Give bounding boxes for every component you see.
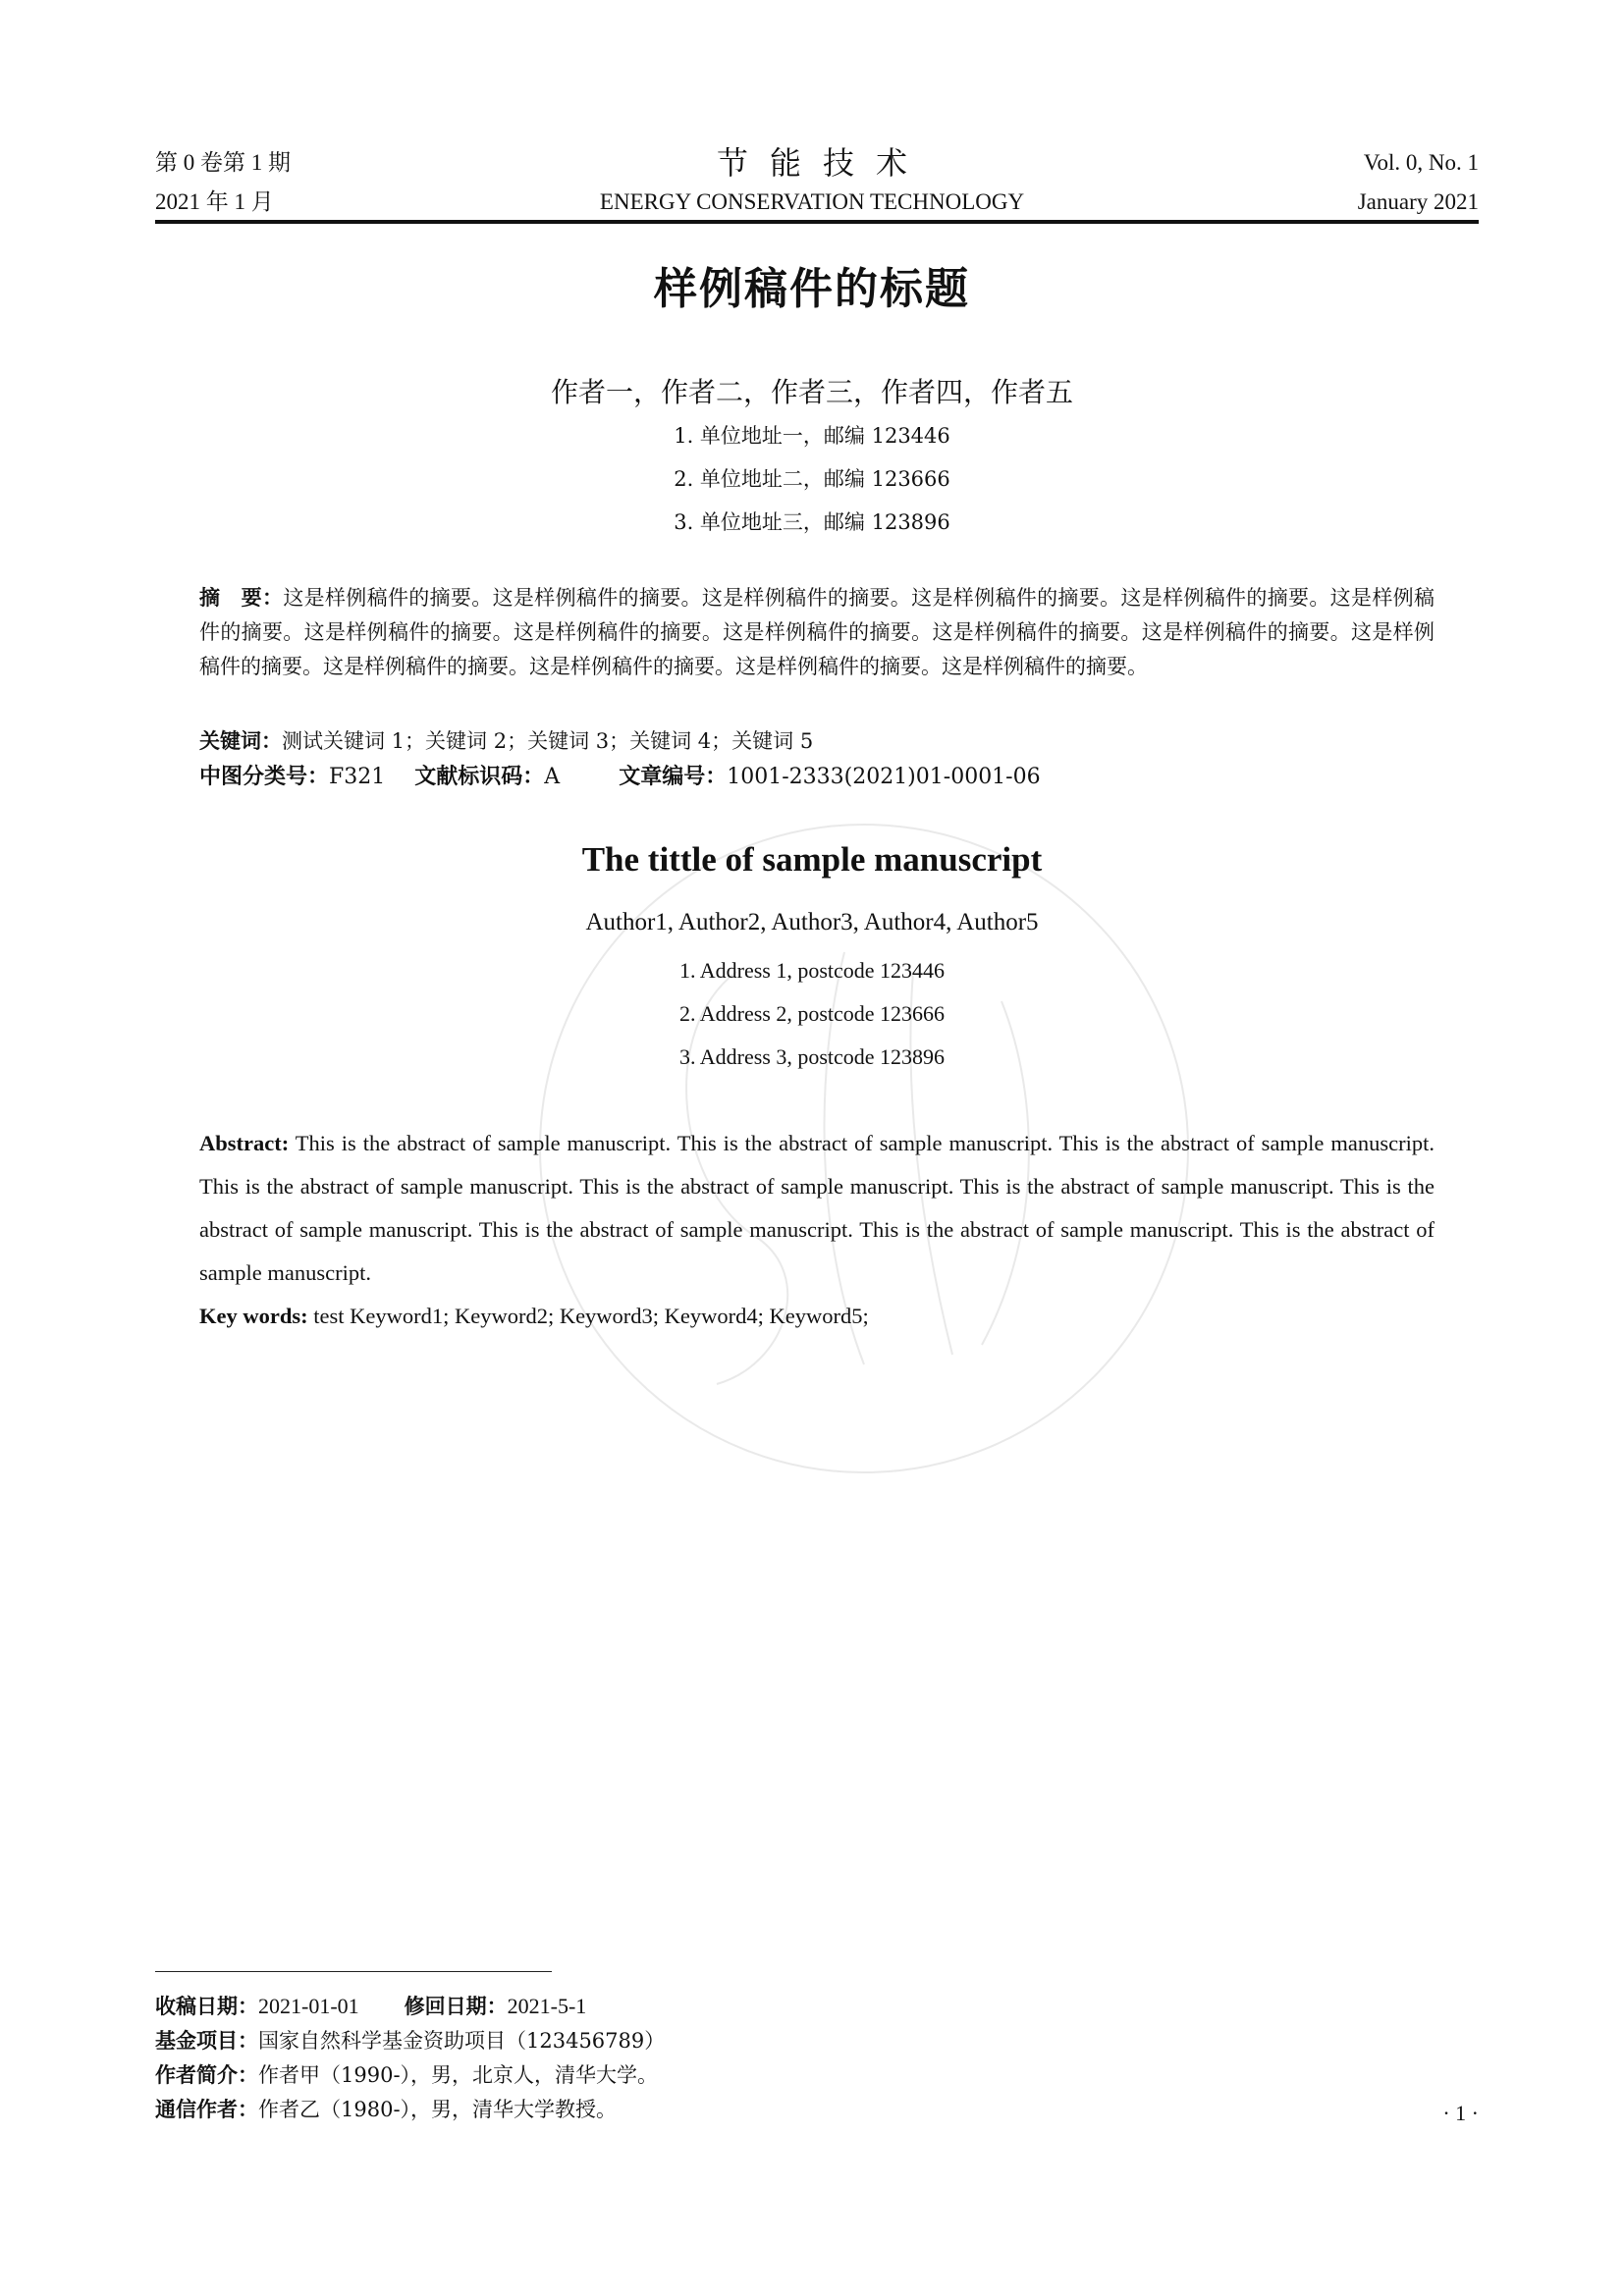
header-date-en: January 2021	[1357, 189, 1479, 214]
doc-code-label: 文献标识码：	[414, 765, 545, 789]
clc-label: 中图分类号：	[199, 765, 330, 789]
header-date-cn: 2021 年 1 月	[155, 189, 274, 214]
author-bio-text: 作者甲（1990-），男，北京人，清华大学。	[258, 2063, 659, 2087]
footnotes	[155, 1989, 665, 2127]
corresponding-label: 通信作者：	[155, 2098, 258, 2121]
keywords-cn	[199, 724, 813, 759]
keywords-cn-text: 测试关键词 1；关键词 2；关键词 3；关键词 4；关键词 5	[282, 729, 814, 753]
header-volume-number-en: Vol. 0, No. 1	[1363, 150, 1479, 175]
footnote-corresponding	[155, 2093, 665, 2127]
classification-line	[199, 760, 1041, 794]
header-volume-cn: 第 0 卷第 1 期	[155, 150, 291, 175]
affiliation-cn-2: 2. 单位地址二，邮编 123666	[674, 467, 950, 491]
abstract-en-label: Abstract:	[199, 1131, 290, 1155]
abstract-en-text: This is the abstract of sample manuscript. This is the abstract of sample manuscript. This is the abstract of sample manuscript. This is the abstract of sample manuscript. This is the abstract of sample manuscript. This is the abstract of sample manuscript. This is the abstract of sample manuscript. This is the abstract of sample manuscript. This is the abstract of sample manuscript. This is the abstract of sample manuscript.	[199, 1131, 1435, 1285]
keywords-en-text: test Keyword1; Keyword2; Keyword3; Keyword4; Keyword5;	[307, 1304, 869, 1328]
footnote-rule	[155, 1971, 552, 1972]
header-rule	[155, 220, 1479, 224]
footnote-dates	[155, 1989, 665, 2024]
abstract-cn	[199, 581, 1435, 684]
affiliations-en	[0, 949, 1624, 1079]
affiliation-en-2: 2. Address 2, postcode 123666	[678, 1001, 946, 1026]
header-volume-en	[1358, 143, 1479, 222]
affiliation-cn-3: 3. 单位地址三，邮编 123896	[674, 510, 950, 534]
corresponding-text: 作者乙（1980-），男，清华大学教授。	[258, 2098, 618, 2121]
fund-label: 基金项目：	[155, 2029, 258, 2053]
abstract-cn-label: 摘 要：	[199, 586, 284, 610]
footnote-fund	[155, 2024, 665, 2058]
journal-name-en: ENERGY CONSERVATION TECHNOLOGY	[599, 189, 1025, 214]
keywords-en-label: Key words:	[199, 1304, 308, 1328]
article-no-label: 文章编号：	[619, 765, 728, 789]
paper-title-cn: 样例稿件的标题	[654, 264, 970, 314]
affiliation-cn-1: 1. 单位地址一，邮编 123446	[674, 424, 950, 448]
received-label: 收稿日期：	[155, 1995, 258, 2018]
author-bio-label: 作者简介：	[155, 2063, 258, 2087]
affiliation-en-1: 1. Address 1, postcode 123446	[678, 958, 946, 983]
affiliations-cn	[0, 414, 1624, 544]
paper-title-en: The tittle of sample manuscript	[581, 840, 1043, 879]
keywords-cn-label: 关键词：	[199, 729, 282, 753]
abstract-cn-text: 这是样例稿件的摘要。这是样例稿件的摘要。这是样例稿件的摘要。这是样例稿件的摘要。这是样例稿件的摘要。这是样例稿件的摘要。这是样例稿件的摘要。这是样例稿件的摘要。这是样例稿件的摘要。这是样例稿件的摘要。这是样例稿件的摘要。这是样例稿件的摘要。这是样例稿件的摘要。这是样例稿件的摘要。这是样例稿件的摘要。这是样例稿件的摘要。	[199, 586, 1435, 678]
journal-name-cn: 节能技术	[716, 144, 929, 182]
page-number: · 1 ·	[1442, 2101, 1479, 2125]
article-no-value: 1001-2333(2021)01-0001-06	[727, 765, 1041, 789]
abstract-en	[199, 1122, 1435, 1295]
doc-code-value: A	[544, 765, 561, 789]
affiliation-en-3: 3. Address 3, postcode 123896	[678, 1044, 946, 1069]
authors-en: Author1, Author2, Author3, Author4, Author5	[585, 909, 1039, 935]
revised-label: 修回日期：	[404, 1995, 508, 2018]
authors-cn: 作者一，作者二，作者三，作者四，作者五	[550, 376, 1073, 408]
clc-value: F321	[329, 765, 386, 789]
footnote-author	[155, 2058, 665, 2093]
received-date: 2021-01-01	[258, 1994, 359, 2018]
keywords-en	[199, 1295, 869, 1338]
revised-date: 2021-5-1	[507, 1994, 587, 2018]
fund-text: 国家自然科学基金资助项目（123456789）	[258, 2029, 666, 2053]
